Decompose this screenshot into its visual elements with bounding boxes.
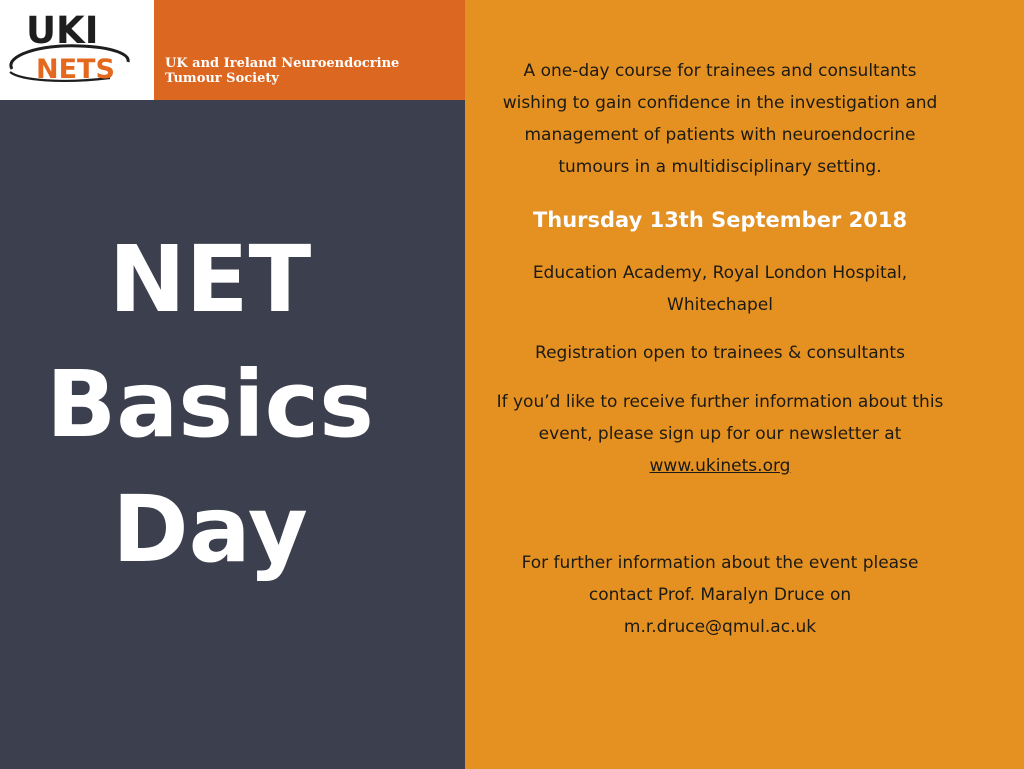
registration-info: Registration open to trainees & consultants (535, 343, 905, 363)
newsletter-line1: If you’d like to receive further information about this (496, 392, 944, 412)
contact-line1: For further information about the event please (521, 553, 919, 573)
logo-text-uki: UKI (26, 9, 99, 52)
contact-info (470, 547, 970, 643)
event-title-line2: Basics (46, 351, 374, 458)
event-venue (470, 257, 970, 321)
venue-line1: Education Academy, Royal London Hospital, (532, 263, 908, 283)
newsletter-info (470, 386, 970, 482)
newsletter-link[interactable]: www.ukinets.org (649, 456, 791, 476)
society-name-line2: Tumour Society (165, 71, 279, 86)
event-details (470, 0, 970, 769)
venue-line2: Whitechapel (667, 295, 773, 315)
event-title-line3: Day (112, 476, 308, 583)
society-name-line1: UK and Ireland Neuroendocrine (165, 56, 400, 71)
event-title-line1: NET (108, 226, 312, 333)
society-name (165, 56, 455, 86)
newsletter-line2: event, please sign up for our newsletter at (538, 424, 902, 444)
ukinets-logo (0, 0, 154, 100)
logo-text-nets: NETS (36, 54, 115, 85)
event-title (0, 217, 420, 592)
description-line1: A one-day course for trainees and consultants (523, 61, 917, 81)
description-line4: tumours in a multidisciplinary setting. (558, 157, 882, 177)
event-date: Thursday 13th September 2018 (532, 208, 908, 232)
contact-line2: contact Prof. Maralyn Druce on (588, 585, 852, 605)
course-description (470, 55, 970, 183)
description-line2: wishing to gain confidence in the investigation and (502, 93, 938, 113)
contact-email[interactable]: m.r.druce@qmul.ac.uk (623, 617, 817, 637)
description-line3: management of patients with neuroendocrine (524, 125, 916, 145)
